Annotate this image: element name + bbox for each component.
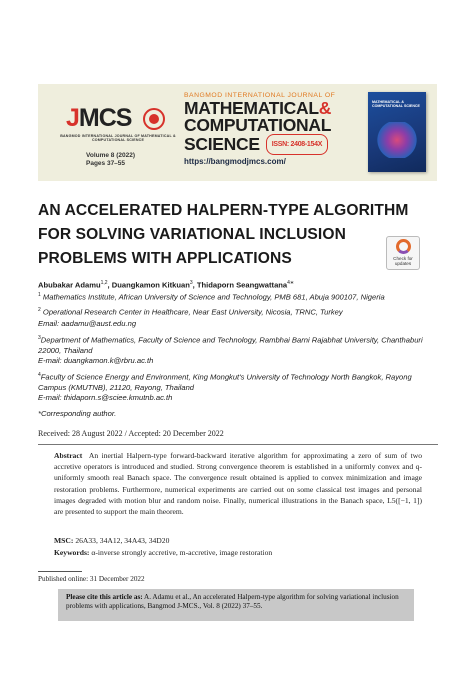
journal-name xyxy=(184,100,364,155)
citation-heading: Please cite this article as: xyxy=(66,593,143,601)
check-for-updates-label: Check for updates xyxy=(393,256,413,266)
cover-title: MATHEMATICAL & COMPUTATIONAL SCIENCE xyxy=(372,100,420,109)
paper-title: AN ACCELERATED HALPERN-TYPE ALGORITHM FOR SOLVING VARIATIONAL INCLUSION PROBLEMS WITH APPLICATIONS xyxy=(38,202,409,267)
journal-url[interactable]: https://bangmodjmcs.com/ xyxy=(184,157,286,166)
email-1[interactable]: Email: aadamu@aust.edu.ng xyxy=(38,319,137,328)
journal-cover-image xyxy=(368,92,426,172)
author-list: Abubakar Adamu$^{1,2}$, Duangkamon Kitkuan$^3$, Thidaporn Seangwattana$^{4∗}$ xyxy=(38,280,295,290)
affiliation-4: $^4$Faculty of Science Energy and Environment, King Mongkut's University of Technology North Bangkok, Rayong Campus (KMUTNB), 21120, Rayong, Thailand xyxy=(38,372,412,392)
affiliation-1: $^1$ Mathematics Institute, African University of Science and Technology, PMB 681, Abuja 900107, Nigeria xyxy=(38,292,385,302)
corresponding-author-note: *Corresponding author. xyxy=(38,409,117,418)
logo-wordmark: JMCS xyxy=(66,104,132,132)
journal-name-block xyxy=(184,92,364,166)
msc-codes: MSC: 26A33, 34A12, 34A43, 34D20 xyxy=(54,536,170,545)
pages: Pages 37–55 xyxy=(86,160,126,167)
logo-emblem-icon xyxy=(143,108,165,130)
crossmark-icon xyxy=(396,239,411,254)
published-date: Published online: 31 December 2022 xyxy=(38,575,145,583)
journal-top-line: BANGMOD INTERNATIONAL JOURNAL OF xyxy=(184,92,336,99)
author-name: Thidaporn Seangwattana xyxy=(196,280,288,290)
citation-box xyxy=(58,589,414,621)
abstract xyxy=(54,450,422,517)
affiliation-3: $^3$Department of Mathematics, Faculty of Science and Technology, Rambhai Barni Rajabhat University, Chanthaburi 22000, Thailand xyxy=(38,335,423,355)
journal-name-line3: SCIENCE xyxy=(184,134,260,154)
divider xyxy=(38,444,438,445)
keywords: Keywords: α-inverse strongly accretive, m-accretive, image restoration xyxy=(54,548,273,557)
footnote-divider xyxy=(38,571,82,572)
author-name: Abubakar Adamu xyxy=(38,280,101,290)
cover-artwork xyxy=(376,122,418,158)
abstract-heading: Abstract xyxy=(54,451,83,460)
journal-name-line2: COMPUTATIONAL xyxy=(184,115,332,135)
volume-info xyxy=(86,152,135,168)
journal-amp: & xyxy=(318,98,332,118)
author-name: Duangkamon Kitkuan xyxy=(111,280,190,290)
citation-text: A. Adamu et al., An accelerated Halpern-type algorithm for solving variational inclusion problems with applications, Bangmod J-MCS., Vol. 8 (2022) 37–55. xyxy=(66,593,399,611)
check-for-updates-button[interactable] xyxy=(386,236,420,270)
journal-logo xyxy=(46,104,186,176)
email-3[interactable]: E-mail: thidaporn.s@sciee.kmutnb.ac.th xyxy=(38,393,173,402)
email-2[interactable]: E-mail: duangkamon.k@rbru.ac.th xyxy=(38,356,154,365)
volume: Volume 8 (2022) xyxy=(86,152,136,159)
abstract-text: An inertial Halpern-type forward-backward iterative algorithm for approximating a zero of sum of two accretive operators is introduced and studied. Strong convergence theorem is established in a uniformly convex and q-uniformly smooth real Banach space. The convergence result obtained is applied to convex minimization and image restoration problems. Furthermore, numerical experiments are carried out on some classical test images and personal images degraded with motion blur and random noise. Finally, numerical illustrations in the Banach space, L5([−1, 1]) are presented to support the main theorem. xyxy=(54,451,422,517)
issn-badge: ISSN: 2408-154X xyxy=(266,134,328,155)
journal-name-line1: MATHEMATICAL xyxy=(184,98,319,118)
journal-banner xyxy=(38,84,437,181)
received-accepted-dates: Received: 28 August 2022 / Accepted: 20 December 2022 xyxy=(38,429,224,438)
logo-subtitle: BANGMOD INTERNATIONAL JOURNAL OF MATHEMATICAL & COMPUTATIONAL SCIENCE xyxy=(60,134,176,143)
affiliation-2: $^2$ Operational Research Center in Healthcare, Near East University, Nicosia, TRNC, Turkey xyxy=(38,307,343,317)
